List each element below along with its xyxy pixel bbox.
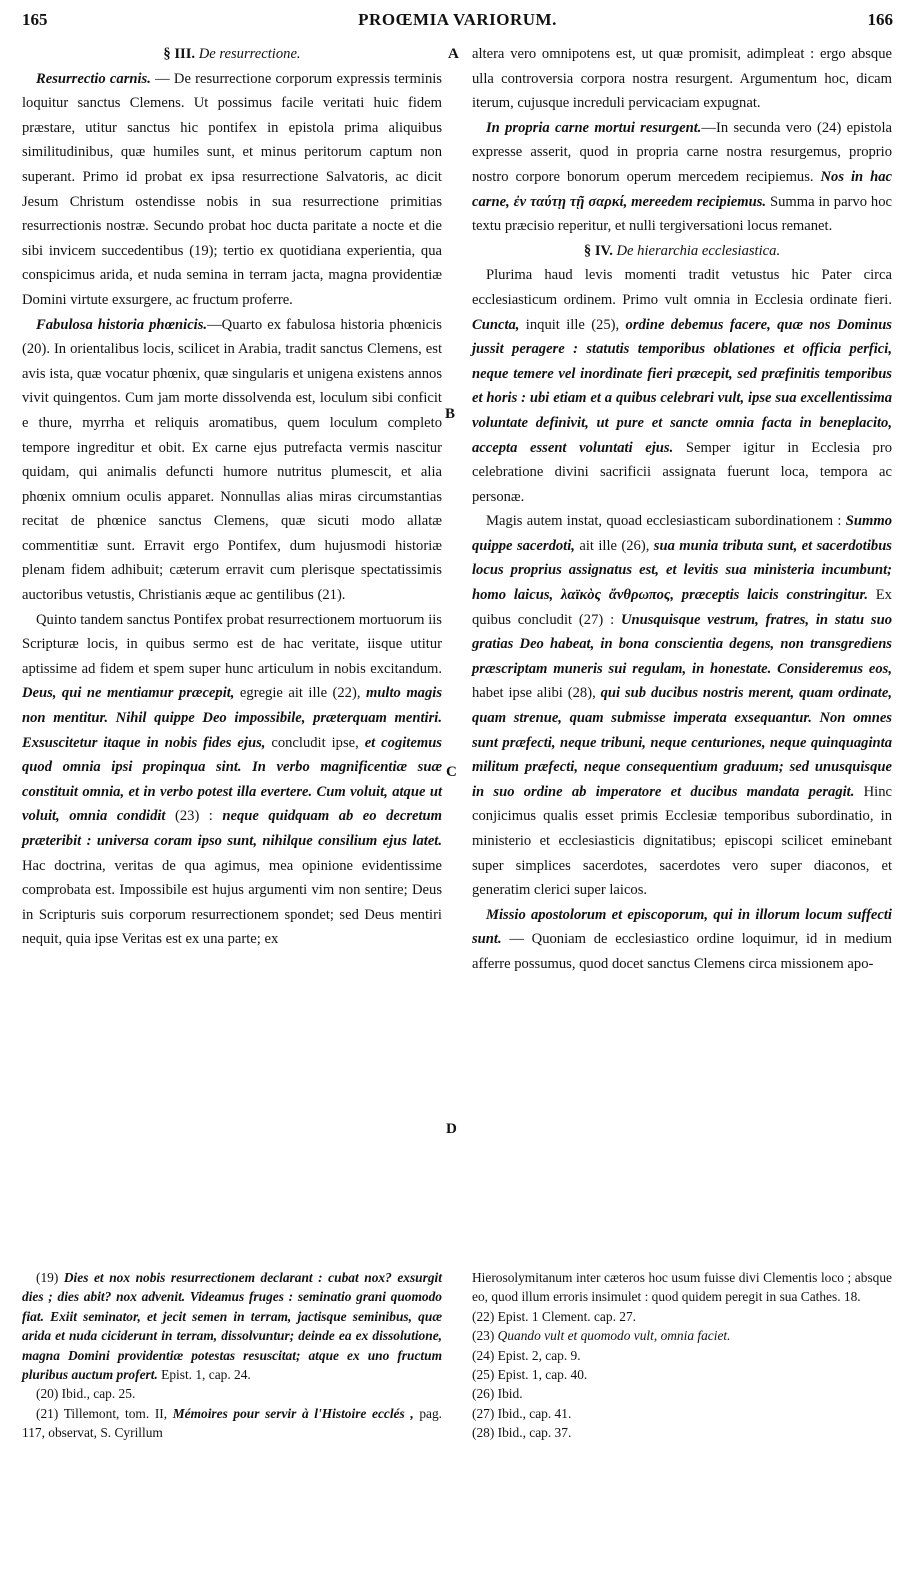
footnote-number: (23) <box>472 1328 498 1344</box>
text: Hac doctrina, veritas de qua agimus, mea opinione evidentissime comprobata est. Impossibile est hujus argumenti vim non sentire; Deus in Scripturis suis corporum resurrectionem spondet; sed Deus mentiri nequit, quia ipse Veritas est ex una parte; ex <box>22 857 442 948</box>
paragraph-resurrectio <box>22 67 442 313</box>
paragraph-text: — De resurrectione corporum expressis terminis loquitur sanctus Clemens. Ut possimus facile veritati huic fidem præstare, utitur sanctus hic pontifex in epistola prima aliquibus similitudinibus, quæ humiles sunt, et minus peritorum captum non superant. Primo id probat ex ipsa resurrectione Salvatoris, ac dicit Jesum Christum ostendisse nobis in sua resurrectione primitias resurrectionis nostræ. Secundo probat hoc ducta paritate a nocte et die sibi invicem succedentibus (19); tertio ex quotidiana experientia, qua conspicimus arida, et nuda semina in terram jacta, magna providentiæ Domini virtute exsurgere, ac fructum proferre. <box>22 70 442 308</box>
footnote-28: (28) Ibid., cap. 37. <box>472 1425 572 1441</box>
footnote-24: (24) Epist. 2, cap. 9. <box>472 1347 581 1363</box>
text: —In secunda vero (24) epistola expresse asserit, quod in propria carne nostra resurgemus, proprio nostro corpore bonorum operum mercedem recipiemus. <box>472 119 892 185</box>
sidehead-propria-carne: In propria carne mortui resurgent. <box>486 119 702 136</box>
margin-letter-c: C <box>446 764 457 780</box>
paragraph-text: —Quarto ex fabulosa historia phœnicis (20). In orientalibus locis, scilicet in Arabia, tradit sanctus Clemens, est avis ista, quæ vocatur phœnix, quæ singularis et unigena existens annos vivit quingentos. Cum jam morte dissolvenda est, loculum sibi conficit e thure, myrrha et reliquis aromatibus, quem loculum completo tempore ingreditur et obit. Ex carne ejus putrefacta vermis nascitur quidam, qui animalis defuncti humore nutritus plumescit, et alia phœnix omnium oculis apparet. Nonnullas alias miras circumstantias recitat de phœnice sanctus Clemens, quæ sicuti modo allatæ commentitiæ sunt. Erravit ergo Pontifex, dum hujusmodi historiæ plenam fidem adhibuit; cæterum erravit cum plerisque spectatissimis auctoribus vetustis, Christianis æque ac gentilibus (21). <box>22 316 442 604</box>
right-page-number: 166 <box>867 10 893 29</box>
section-number: § III. <box>163 46 196 62</box>
text: Summa in parvo hoc textu præcisio reperitur, et nulli tergiversationi locus remanet. <box>472 193 893 235</box>
footnotes-left <box>22 1268 442 1443</box>
footnote-27: (27) Ibid., cap. 41. <box>472 1405 572 1421</box>
text: concludit ipse, <box>265 734 365 751</box>
quote: qui sub ducibus nostris merent, quam ordinate, quam strenue, quam submisse imperata exsequantur. Non omnes sunt præfecti, neque tribuni, neque centuriones, neque quinquaginta militum præfecti, neque consequentium graduum; sed unusquisque in suo ordine ab imperatore et ducibus mandata peragit. <box>472 685 892 800</box>
footnote-23 <box>472 1326 892 1345</box>
text: Ex quibus concludit (27) : <box>472 587 892 628</box>
right-column <box>472 42 892 977</box>
left-page-number: 165 <box>22 10 48 29</box>
footnotes-right <box>472 1268 892 1443</box>
text: (23) : <box>165 808 223 825</box>
paragraph-magis <box>472 509 892 903</box>
footnote-list <box>472 1307 892 1443</box>
running-title: PROŒMIA VARIORUM. <box>358 10 557 29</box>
footnote-ref: Epist. 1, cap. 24. <box>157 1367 251 1383</box>
paragraph-phoenix <box>22 313 442 608</box>
quote: ordine debemus facere, quæ nos Dominus jussit peragere : statutis temporibus oblationes et officia perfici, neque temere vel inordinate fieri præcepit, sed præfinitis temporibus et horis : ubi etiam et a quibus celebrari vult, ipse sua excellentissima voluntate definivit, ut pure et sancte omnia facta in beneplacito, accepta essent voluntati ejus. <box>472 316 892 456</box>
text: habet ipse alibi (28), <box>472 685 601 702</box>
text: Quinto tandem sanctus Pontifex probat resurrectionem mortuorum iis Scripturæ locis, in quibus sermo est de hac veritate, iisque utitur aptissime ad fidem et spem super hunc articulum in nobis excitandum. <box>22 611 442 677</box>
footnote-text: pag. 117, observat, S. Cyrillum <box>22 1405 443 1441</box>
text: inquit ille (25), <box>519 316 626 333</box>
footnote-text: (21) Tillemont, tom. II, <box>36 1405 173 1421</box>
text: Semper igitur in Ecclesia pro celebratione divini sacrificii assignata fuerunt loca, tempora ac personæ. <box>472 439 892 505</box>
section-heading-iv <box>472 239 892 264</box>
text: Magis autem instat, quoad ecclesiasticam subordinationem : <box>486 513 846 530</box>
section-title: De hierarchia ecclesiastica. <box>616 242 781 259</box>
quote: et cogitemus quod omnia ipsi propinqua sint. In verbo magnificentiæ suæ constituit omnia, et in verbo potest illa evertere. Cum voluit, atque ut voluit, omnia condidit <box>22 734 442 825</box>
footnote-continuation: Hierosolymitanum inter cæteros hoc usum fuisse divi Clementis loco ; absque eo, quod illum erroris insimulet : quod quidem peregit in sua Cathes. 18. <box>472 1270 892 1305</box>
footnote-quote: Dies et nox nobis resurrectionem declarant : cubat nox? exsurgit dies ; dies abit? nox advenit. Videamus fruges : seminatio grani quomodo fiat. Exiit seminator, et jecit semen in terram, jactisque seminibus, quæ arida et nuda ciciderunt in terram, dissolvuntur; deinde ea ex dissolutione, magna Domini providentiæ potestas resuscitat; atque ex uno fructum pluribus auctum profert. <box>22 1270 442 1383</box>
quote: Summo quippe sacerdoti, <box>472 513 892 554</box>
footnote-21 <box>22 1404 442 1443</box>
quote: Cuncta, <box>472 316 520 333</box>
footnote-22: (22) Epist. 1 Clement. cap. 27. <box>472 1308 637 1324</box>
footnote-title: Mémoires pour servir à l'Histoire ecclés , <box>172 1405 414 1421</box>
sidehead-missio: Missio apostolorum et episcoporum, qui in illorum locum suffecti sunt. <box>472 906 892 948</box>
text: Plurima haud levis momenti tradit vetustus hic Pater circa ecclesiasticum ordinem. Primo vult omnia in Ecclesia ordinate fieri. <box>472 267 892 308</box>
footnote-19 <box>22 1268 442 1384</box>
paragraph-continuation: altera vero omnipotens est, ut quæ promisit, adimpleat : ergo absque ulla controversia corpora nostra resurgent. Argumentum hoc, dicam iterum, cujusque increduli pervicaciam expugnat. <box>472 46 892 112</box>
quote: sua munia tributa sunt, et sacerdotibus locus proprius assignatus est, et levitis sua ministeria incumbunt; homo laicus, λαϊκὸς ἄνθρωπος, præceptis laicis constringitur. <box>472 537 892 604</box>
text: egregie ait ille (22), <box>234 685 366 702</box>
paragraph-propria-carne <box>472 116 892 239</box>
footnote-20: (20) Ibid., cap. 25. <box>36 1386 136 1402</box>
paragraph-missio <box>472 903 892 977</box>
quote: Nos in hac carne, ἐν ταύτῃ τῇ σαρκί, mereedem recipiemus. <box>472 168 892 210</box>
sidehead-resurrectio: Resurrectio carnis. <box>36 70 151 87</box>
footnote-number: (19) <box>36 1270 64 1285</box>
margin-letter-b: B <box>445 406 456 422</box>
footnote-25: (25) Epist. 1, cap. 40. <box>472 1367 588 1383</box>
section-title: De resurrectione. <box>198 46 301 62</box>
quote: multo magis non mentitur. Nihil quippe Deo impossibile, præterquam mentiri. Exsuscitetur itaque in nobis fides ejus, <box>22 685 442 751</box>
quote: Unusquisque vestrum, fratres, in statu suo gratias Deo habeat, in bona conscientia degens, non transgrediens præscriptam muneris sui regulam, in honestate. Consideremus eos, <box>472 611 892 677</box>
footnote-quote: Quando vult et quomodo vult, omnia faciet. <box>497 1328 731 1344</box>
quote: neque quidquam ab eo decretum præteribit : universa coram ipso sunt, nihilque consilium ejus latet. <box>22 808 442 849</box>
text: — Quoniam de ecclesiastico ordine loquimur, id in medium afferre possumus, quod docet sanctus Clemens circa missionem apo- <box>472 931 892 972</box>
quote: Deus, qui ne mentiamur præcepit, <box>22 685 235 702</box>
paragraph-quinto <box>22 608 442 952</box>
section-heading-iii <box>22 42 442 67</box>
margin-letter-a: A <box>448 46 459 62</box>
page-header <box>22 10 893 36</box>
text: ait ille (26), <box>574 537 654 554</box>
left-column <box>22 42 442 952</box>
text: Hinc conjicimus qualis esset primis Ecclesiæ temporibus subordinatio, in ministerio et ecclesiasticis dignitatibus; episcopi scilicet eminebant super simplices sacerdotes, sacerdotes vero super diaconos, et generatim clerici super laicos. <box>472 783 892 899</box>
paragraph-plurima <box>472 263 892 509</box>
sidehead-phoenix: Fabulosa historia phœnicis. <box>36 316 208 333</box>
margin-letter-d: D <box>446 1121 457 1137</box>
footnote-26: (26) Ibid. <box>472 1386 523 1402</box>
section-number: § IV. <box>583 242 613 259</box>
